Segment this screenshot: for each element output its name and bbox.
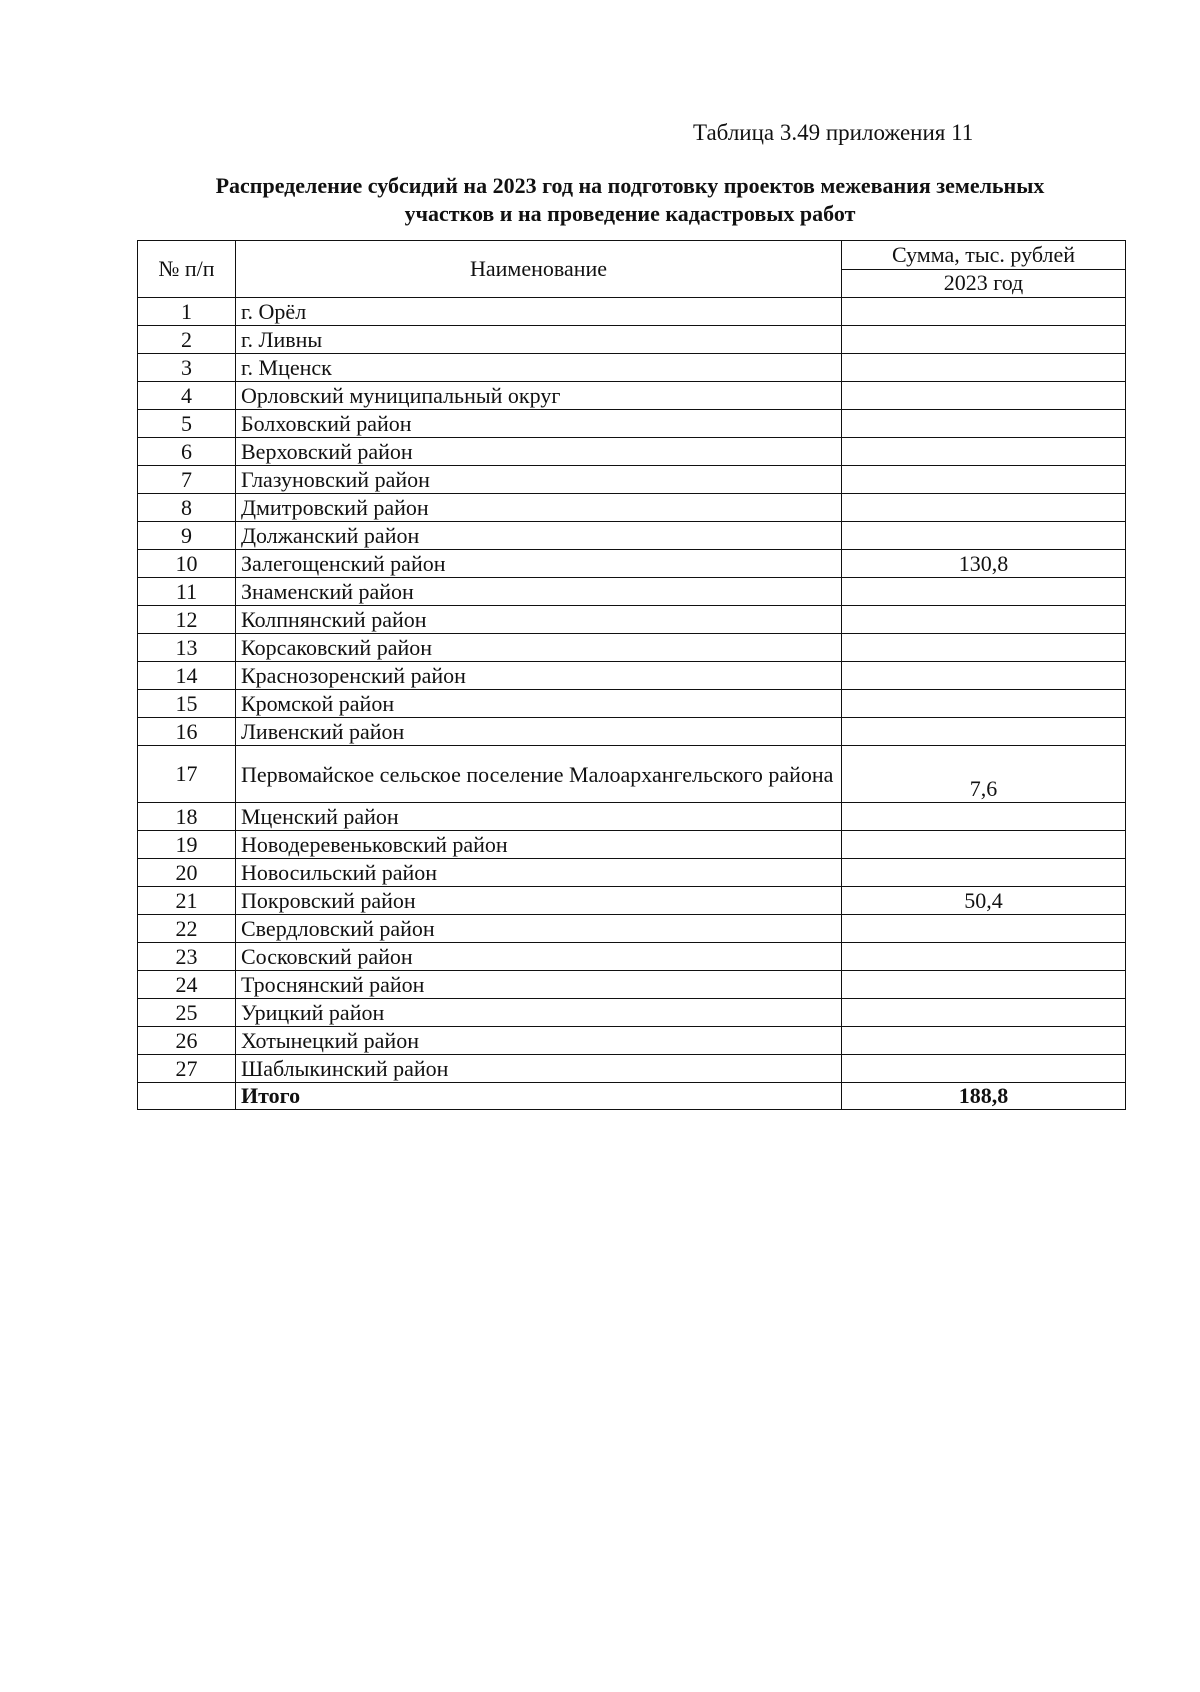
table-row bbox=[138, 943, 1126, 971]
row-sum bbox=[842, 859, 1126, 887]
row-name: Краснозоренский район bbox=[236, 662, 842, 690]
row-name: Шаблыкинский район bbox=[236, 1055, 842, 1083]
table-row bbox=[138, 831, 1126, 859]
table-row bbox=[138, 690, 1126, 718]
row-name: Троснянский район bbox=[236, 971, 842, 999]
row-name: г. Орёл bbox=[236, 298, 842, 326]
row-sum: 130,8 bbox=[842, 550, 1126, 578]
total-number-cell bbox=[138, 1083, 236, 1110]
row-sum bbox=[842, 298, 1126, 326]
row-name: Колпнянский район bbox=[236, 606, 842, 634]
row-number: 14 bbox=[138, 662, 236, 690]
row-name: Корсаковский район bbox=[236, 634, 842, 662]
row-sum bbox=[842, 382, 1126, 410]
row-sum bbox=[842, 1055, 1126, 1083]
table-row bbox=[138, 438, 1126, 466]
row-name: Ливенский район bbox=[236, 718, 842, 746]
row-name: Хотынецкий район bbox=[236, 1027, 842, 1055]
table-row bbox=[138, 999, 1126, 1027]
row-sum bbox=[842, 718, 1126, 746]
header-year: 2023 год bbox=[842, 269, 1126, 298]
row-number: 22 bbox=[138, 915, 236, 943]
row-sum bbox=[842, 831, 1126, 859]
document-title bbox=[130, 172, 1130, 228]
row-name: Новосильский район bbox=[236, 859, 842, 887]
table-body bbox=[138, 298, 1126, 1083]
table-row bbox=[138, 522, 1126, 550]
total-sum: 188,8 bbox=[842, 1083, 1126, 1110]
row-name: Орловский муниципальный округ bbox=[236, 382, 842, 410]
row-number: 26 bbox=[138, 1027, 236, 1055]
row-name: Должанский район bbox=[236, 522, 842, 550]
row-sum bbox=[842, 690, 1126, 718]
row-name: Первомайское сельское поселение Малоархангельского района bbox=[236, 746, 842, 803]
row-number: 2 bbox=[138, 326, 236, 354]
total-label: Итого bbox=[236, 1083, 842, 1110]
table-row bbox=[138, 803, 1126, 831]
table-row bbox=[138, 971, 1126, 999]
row-sum bbox=[842, 915, 1126, 943]
row-sum bbox=[842, 803, 1126, 831]
row-number: 27 bbox=[138, 1055, 236, 1083]
row-number: 18 bbox=[138, 803, 236, 831]
row-number: 12 bbox=[138, 606, 236, 634]
table-row bbox=[138, 326, 1126, 354]
row-sum bbox=[842, 971, 1126, 999]
table-row bbox=[138, 915, 1126, 943]
row-number: 6 bbox=[138, 438, 236, 466]
row-number: 13 bbox=[138, 634, 236, 662]
row-name: Сосковский район bbox=[236, 943, 842, 971]
row-sum: 7,6 bbox=[842, 746, 1126, 803]
header-number: № п/п bbox=[138, 241, 236, 298]
row-name: Покровский район bbox=[236, 887, 842, 915]
row-number: 20 bbox=[138, 859, 236, 887]
row-name: Мценский район bbox=[236, 803, 842, 831]
row-name: г. Ливны bbox=[236, 326, 842, 354]
row-number: 15 bbox=[138, 690, 236, 718]
row-number: 7 bbox=[138, 466, 236, 494]
row-sum bbox=[842, 494, 1126, 522]
row-sum bbox=[842, 606, 1126, 634]
row-name: Кромской район bbox=[236, 690, 842, 718]
total-row bbox=[138, 1083, 1126, 1110]
title-line-1: Распределение субсидий на 2023 год на подготовку проектов межевания земельных bbox=[215, 173, 1045, 198]
row-name: Болховский район bbox=[236, 410, 842, 438]
row-sum bbox=[842, 466, 1126, 494]
row-name: Новодеревеньковский район bbox=[236, 831, 842, 859]
row-number: 9 bbox=[138, 522, 236, 550]
row-sum bbox=[842, 662, 1126, 690]
table-row bbox=[138, 578, 1126, 606]
table-row bbox=[138, 1055, 1126, 1083]
table-header-row bbox=[138, 241, 1126, 270]
header-sum: Сумма, тыс. рублей bbox=[842, 241, 1126, 270]
table-row bbox=[138, 859, 1126, 887]
row-number: 1 bbox=[138, 298, 236, 326]
row-name: Залегощенский район bbox=[236, 550, 842, 578]
table-row bbox=[138, 718, 1126, 746]
table-row bbox=[138, 606, 1126, 634]
row-number: 25 bbox=[138, 999, 236, 1027]
row-number: 16 bbox=[138, 718, 236, 746]
row-sum: 50,4 bbox=[842, 887, 1126, 915]
row-number: 24 bbox=[138, 971, 236, 999]
row-number: 4 bbox=[138, 382, 236, 410]
table-row bbox=[138, 410, 1126, 438]
row-number: 21 bbox=[138, 887, 236, 915]
row-number: 5 bbox=[138, 410, 236, 438]
row-number: 8 bbox=[138, 494, 236, 522]
table-row bbox=[138, 1027, 1126, 1055]
subsidy-table bbox=[137, 240, 1126, 1110]
row-sum bbox=[842, 438, 1126, 466]
row-sum bbox=[842, 634, 1126, 662]
row-name: Верховский район bbox=[236, 438, 842, 466]
table-row bbox=[138, 466, 1126, 494]
table-row bbox=[138, 634, 1126, 662]
row-number: 10 bbox=[138, 550, 236, 578]
row-sum bbox=[842, 522, 1126, 550]
row-name: Свердловский район bbox=[236, 915, 842, 943]
row-name: Знаменский район bbox=[236, 578, 842, 606]
row-number: 23 bbox=[138, 943, 236, 971]
table-row bbox=[138, 662, 1126, 690]
row-number: 19 bbox=[138, 831, 236, 859]
row-name: Урицкий район bbox=[236, 999, 842, 1027]
table-row bbox=[138, 550, 1126, 578]
header-name: Наименование bbox=[236, 241, 842, 298]
row-sum bbox=[842, 326, 1126, 354]
table-row bbox=[138, 746, 1126, 803]
table-caption: Таблица 3.49 приложения 11 bbox=[693, 120, 974, 145]
row-name: Дмитровский район bbox=[236, 494, 842, 522]
row-sum bbox=[842, 354, 1126, 382]
table-row bbox=[138, 887, 1126, 915]
table-row bbox=[138, 382, 1126, 410]
row-sum bbox=[842, 999, 1126, 1027]
row-sum bbox=[842, 410, 1126, 438]
table-row bbox=[138, 354, 1126, 382]
row-number: 3 bbox=[138, 354, 236, 382]
row-sum bbox=[842, 578, 1126, 606]
row-number: 17 bbox=[138, 746, 236, 803]
row-sum bbox=[842, 1027, 1126, 1055]
row-name: г. Мценск bbox=[236, 354, 842, 382]
row-number: 11 bbox=[138, 578, 236, 606]
table-row bbox=[138, 298, 1126, 326]
title-line-2: участков и на проведение кадастровых работ bbox=[404, 201, 856, 226]
row-name: Глазуновский район bbox=[236, 466, 842, 494]
table-row bbox=[138, 494, 1126, 522]
row-sum bbox=[842, 943, 1126, 971]
